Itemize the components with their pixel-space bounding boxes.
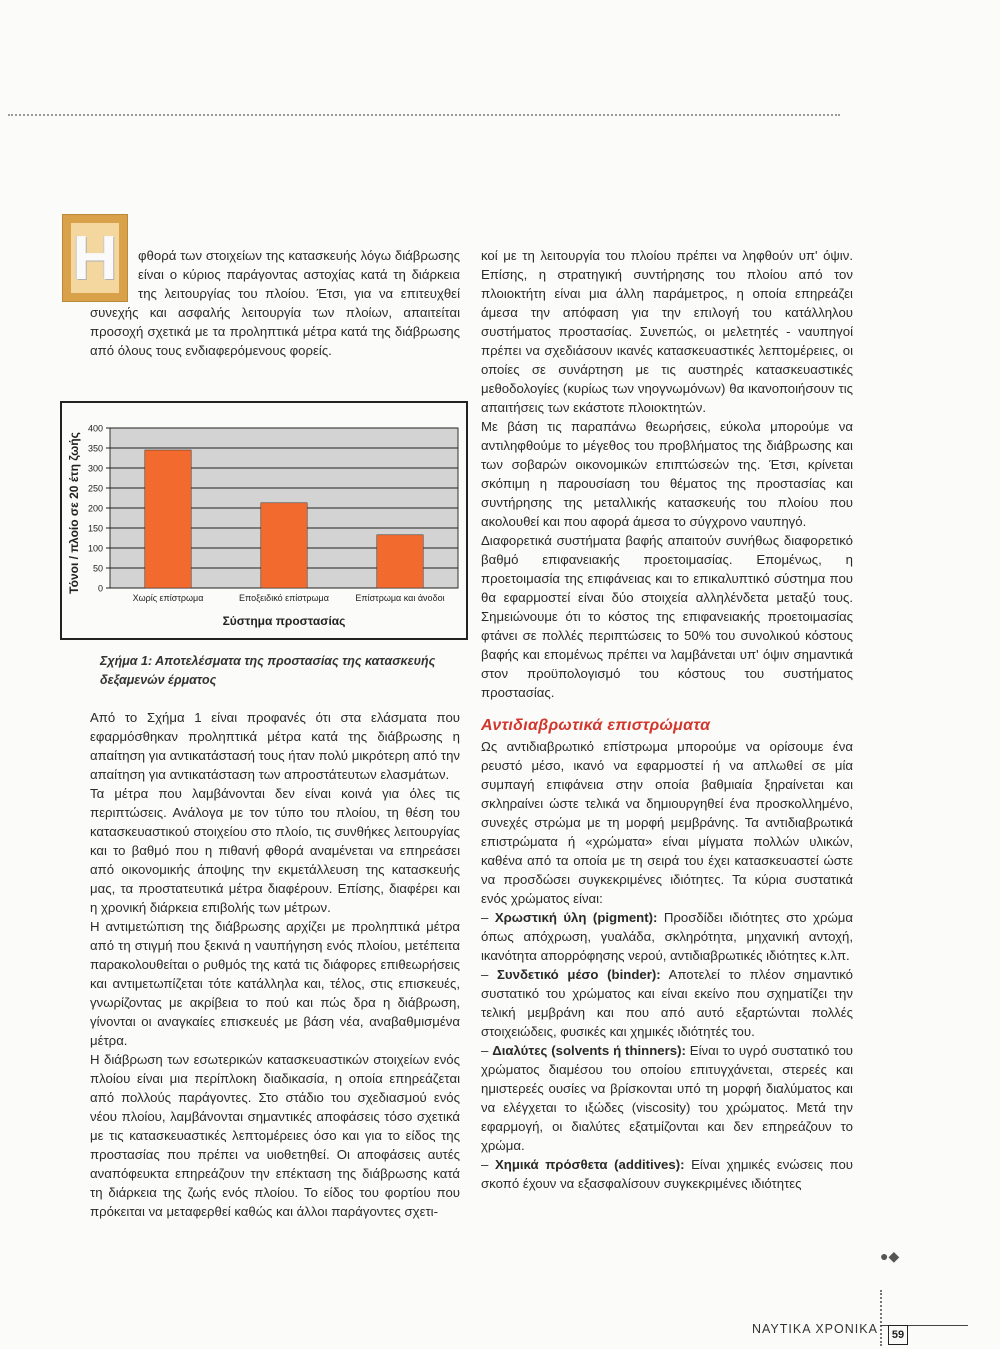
body-paragraph: Με βάση τις παραπάνω θεωρήσεις, εύκολα μπορούμε να αντιληφθούμε το μέγεθος του προβλήματος της διάβρωσης και των σοβαρών οικονομικών επιπτώσεών της. Έτσι, κρίνεται σκόπιμη η παρουσίαση του θέματος της προστασίας και συντήρησης της μεταλλικής κατασκευής του πλοίου που ακολουθεί και που αφορά άμεσα το σύγχρονο ναυπηγό. (481, 419, 853, 529)
intro-column (72, 223, 460, 360)
bar (145, 450, 191, 588)
bar (261, 503, 307, 588)
x-category-label: Εποξειδικό επίστρωμα (239, 593, 329, 603)
component-item: – Διαλύτες (solvents ή thinners): Είναι το υγρό συστατικό του χρώματος διαμέσου του οποίου επιτυγχάνεται, στερεές και ημιστερεές ουσίες να βρίσκονται υπό τη μορφή διαλύματος και να ελέγχεται το ιξώδες (viscosity) του χρώματος. Μετά την εφαρμογή, οι διαλύτες εξατμίζονται και δεν επηρεάζουν το χρώμα. (481, 1043, 853, 1153)
y-tick-label: 350 (87, 443, 103, 454)
page-number: 59 (888, 1325, 908, 1345)
component-item: – Χημικά πρόσθετα (additives): Είναι χημικές ενώσεις που σκοπό έχουν να εξασφαλίσουν συγκεκριμένες ιδιότητες (481, 1157, 853, 1191)
body-paragraph: Από το Σχήμα 1 είναι προφανές ότι στα ελάσματα που εφαρμόσθηκαν προληπτικά μέτρα κατά της διάβρωσης η απαίτηση για αντικατάστασή τους ήταν πολύ μικρότερη από την απαίτηση για αντικατάσταση των απροστάτευτων ελασμάτων. (90, 710, 460, 782)
y-tick-label: 400 (87, 423, 103, 434)
y-tick-label: 150 (87, 523, 103, 534)
body-paragraph: Τα μέτρα που λαμβάνονται δεν είναι κοινά για όλες τις περιπτώσεις. Ανάλογα με τον τύπο του πλοίου, τη θέση του κατασκευαστικού στοιχείου στο πλοίο, τις συνθήκες λειτουργίας και το βαθμό που η πιθανή φθορά αναμένεται να επηρεάσει από οικονομικής άποψης την εκμετάλλευση της κατασκευής μας, τα προστατευτικά μέτρα διαφέρουν. Επίσης, διαφέρει και η χρονική διάρκεια επιβολής των μέτρων. (90, 786, 460, 915)
component-term: Διαλύτες (solvents ή thinners): (492, 1043, 686, 1058)
right-body-column (481, 246, 853, 1193)
figure-caption: Σχήμα 1: Αποτελέσματα της προστασίας της κατασκευής δεξαμενών έρματος (100, 654, 436, 687)
drop-cap (62, 214, 128, 302)
x-axis-label: Σύστημα προστασίας (222, 614, 346, 628)
bar (377, 535, 423, 588)
drop-cap-letter: Η (72, 223, 118, 293)
footer-separator (880, 1290, 882, 1346)
top-dotted-rule (8, 114, 840, 116)
y-tick-label: 250 (87, 483, 103, 494)
y-tick-label: 0 (97, 583, 103, 594)
body-paragraph: κοί με τη λειτουργία του πλοίου πρέπει να ληφθούν υπ' όψιν. Επίσης, η στρατηγική συντήρησης του πλοίου από τον πλοιοκτήτη είναι μια άλλη παράμετρος, η οποία επηρεάζει άμεσα την απόφαση για την επιλογή του κατάλληλου συστήματος προστασίας. Συνεπώς, οι μελετητές - ναυπηγοί πρέπει να σχεδιάσουν ικανές κατασκευαστικές λεπτομέρειες, οι οποίες σε συνάρτηση με τις αυστηρές κατασκευαστικές μεθοδολογίες (κυρίως των νηογνωμόνων) θα ικανοποιήσουν τις απαιτήσεις των εκάστοτε πλοιοκτητών. (481, 248, 853, 415)
x-category-label: Επίστρωμα και άνοδοι (355, 593, 445, 603)
body-paragraph: Η διάβρωση των εσωτερικών κατασκευαστικών στοιχείων ενός πλοίου είναι μια περίπλοκη διαδικασία, η οποία επηρεάζεται από πολλούς παράγοντες. Στο στάδιο του σχεδιασμού ενός νέου πλοίου, λαμβάνονται σημαντικές αποφάσεις τόσο σχετικά με τις κατασκευαστικές λεπτομέρειες όσο και για το είδος της προστασίας που πρέπει να υιοθετηθεί. Οι αποφάσεις αυτές αναπόφευκτα επηρεάζουν την επέκταση της διάβρωσης κατά τη διάρκεια της ζωής ενός πλοίου. Το είδος του φορτίου που πρόκειται να μεταφερθεί καθώς και άλλοι παράγοντες σχετι- (90, 1052, 460, 1219)
y-tick-label: 200 (87, 503, 103, 514)
component-term: Συνδετικό μέσο (binder): (497, 967, 661, 982)
component-item: – Χρωστική ύλη (pigment): Προσδίδει ιδιότητες στο χρώμα όπως απόχρωση, γυαλάδα, σκληρότητα, μηχανική αντοχή, ικανότητα απορρόφησης νερού, αντιδιαβρωτικές ιδιότητες κ.λπ. (481, 910, 853, 963)
body-paragraph: Ως αντιδιαβρωτικό επίστρωμα μπορούμε να ορίσουμε ένα ρευστό μέσο, ικανό να εφαρμοστεί ή να απλωθεί σε μία συμπαγή επιφάνεια στην οποία βαθμιαία ξηραίνεται και σκληραίνει ώστε τελικά να δημιουργηθεί ένα προσκολλημένο, συνεχές στρώμα με τη μορφή μεμβράνης. Τα αντιδιαβρωτικά επιστρώματα ή «χρώματα» είναι μίγματα πολλών υλικών, καθένα από τα οποία με τη σειρά του έχει κατασκευαστεί ώστε να προσδώσει συγκεκριμένες ιδιότητες. Τα κύρια συστατικά ενός χρώματος είναι: (481, 739, 853, 906)
component-term: Χημικά πρόσθετα (additives): (494, 1157, 685, 1172)
y-tick-label: 50 (92, 563, 103, 574)
body-paragraph: Η αντιμετώπιση της διάβρωσης αρχίζει με προληπτικά μέτρα από τη στιγμή που ξεκινά η ναυπήγηση ενός πλοίου, μετέπειτα παρακολουθείται ο ρυθμός της κατά τις διάφορες επιθεωρήσεις και αντιμετωπίζεται τότε κατάλληλα και, τέλος, στις επισκευές, γνωρίζοντας με ακρίβεια το πού και πώς δρα η διάβρωση, γίνονται οι αναγκαίες επισκευές με βάση νέα, αναβαθμισμένα μέτρα. (90, 919, 460, 1048)
component-text: Προσδίδει ιδιότητες στο χρώμα όπως απόχρωση, γυαλάδα, σκληρότητα, μηχανική αντοχή, ικανότητα απορρόφησης νερού, αντιδιαβρωτικές ιδιότητες κ.λπ. (481, 910, 853, 963)
figure-1-chart (60, 401, 468, 640)
component-text: Αποτελεί το πλέον σημαντικό συστατικό του χρώματος και είναι εκείνο που σχηματίζει την τελική μεμβράνη και που από αυτό εξαρτώνται πολλές στοιχειώδεις, φυσικές και χημικές ιδιότητές του. (481, 967, 854, 1039)
bar-chart (62, 403, 466, 638)
continue-arrow-icon: ●◆ (880, 1248, 900, 1264)
y-axis-label: Τόνοι / πλοίο σε 20 έτη ζωής (67, 432, 81, 594)
intro-paragraph: φθορά των στοιχείων της κατασκευής λόγω διάβρωσης είναι ο κύριος παράγοντας αστοχίας κατά τη διάρκεια της λειτουργίας του πλοίου. Έτσι, για να επιτευχθεί συνεχής και ασφαλής λειτουργία των πλοίων, απαιτείται προσοχή σχετικά με τα προληπτικά μέτρα κατά της διάβρωσης από όλους τους ενδιαφερόμενους φορείς. (90, 248, 460, 358)
x-axis-categories (133, 593, 445, 603)
magazine-name: ΝΑΥΤΙΚΑ ΧΡΟΝΙΚΑ (752, 1322, 878, 1336)
component-text: Είναι το υγρό συστατικό του χρώματος διαμέσου του οποίου επιτυγχάνεται, στερεές και ημιστερεές ουσίες να βρίσκονται υπό τη μορφή διαλύματος και να ελέγχεται το ιξώδες (viscosity) του χρώματος. Μετά την εφαρμογή, οι διαλύτες εξατμίζονται και δεν επηρεάζουν το χρώμα. (481, 1043, 853, 1153)
x-category-label: Χωρίς επίστρωμα (132, 593, 204, 603)
y-axis-ticks (88, 424, 110, 594)
y-tick-label: 300 (87, 463, 103, 474)
component-text: Είναι χημικές ενώσεις που σκοπό έχουν να εξασφαλίσουν συγκεκριμένες ιδιότητες (481, 1157, 853, 1191)
y-tick-label: 100 (87, 543, 103, 554)
section-heading: Αντιδιαβρωτικά επιστρώματα (481, 717, 711, 734)
component-item: – Συνδετικό μέσο (binder): Αποτελεί το πλέον σημαντικό συστατικό του χρώματος και είναι εκείνο που σχηματίζει την τελική μεμβράνη και που από αυτό εξαρτώνται πολλές στοιχειώδεις, φυσικές και χημικές ιδιότητές του. (481, 967, 854, 1039)
left-body-column (90, 708, 460, 1221)
component-term: Χρωστική ύλη (pigment): (494, 910, 658, 925)
body-paragraph: Διαφορετικά συστήματα βαφής απαιτούν συνήθως διαφορετικό βαθμό επιφανειακής προετοιμασίας. Επομένως, η προετοιμασία της επιφάνειας και το επικαλυπτικό σύστημα που θα εφαρμοστεί είναι δύο στοιχεία αλληλένδετα μεταξύ τους. Σημειώνουμε ότι το κόστος της επιφανειακής προετοιμασίας φτάνει σε πολλές περιπτώσεις το 50% του συνολικού κόστους βαφής και επομένως πρέπει να λαμβάνεται υπ' όψιν σημαντικά στον προϋπολογισμό του κόστους του συστήματος προστασίας. (481, 533, 853, 700)
